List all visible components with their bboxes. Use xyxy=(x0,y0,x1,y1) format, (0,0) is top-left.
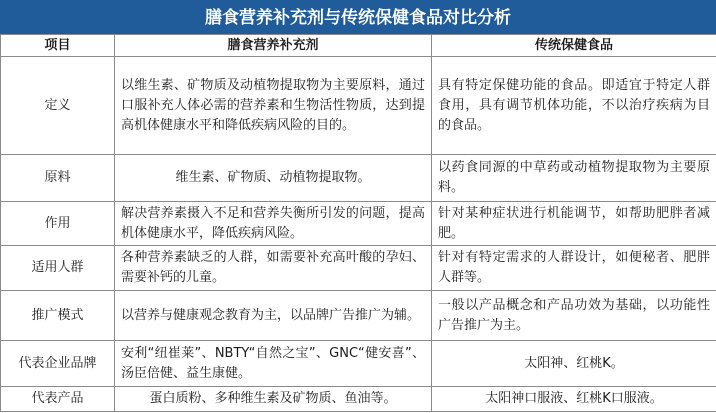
row-label: 作用 xyxy=(1,202,115,246)
table-row xyxy=(1,387,716,412)
row-label: 代表产品 xyxy=(1,387,115,412)
row-label: 原料 xyxy=(1,155,115,202)
supplement-cell: 解决营养素摄入不足和营养失衡所引发的问题，提高机体健康水平，降低疾病风险。 xyxy=(115,202,432,246)
table-row xyxy=(1,341,716,387)
header-item: 项目 xyxy=(1,35,115,57)
header-supplement: 膳食营养补充剂 xyxy=(115,35,432,57)
traditional-cell: 一般以产品概念和产品功效为基础，以功能性广告推广为主。 xyxy=(432,291,716,341)
supplement-cell: 以营养与健康观念教育为主，以品牌广告推广为辅。 xyxy=(115,291,432,341)
supplement-cell: 以维生素、矿物质及动植物提取物为主要原料，通过口服补充人体必需的营养素和生物活性物质，达到提高机体健康水平和降低疾病风险的目的。 xyxy=(115,57,432,155)
table-header-row xyxy=(1,35,716,57)
traditional-cell: 针对某种症状进行机能调节，如帮助肥胖者减肥。 xyxy=(432,202,716,246)
supplement-cell: 蛋白质粉、多种维生素及矿物质、鱼油等。 xyxy=(115,387,432,412)
table-row xyxy=(1,246,716,291)
row-label: 适用人群 xyxy=(1,246,115,291)
header-traditional: 传统保健食品 xyxy=(432,35,716,57)
table-row xyxy=(1,202,716,246)
supplement-cell: 维生素、矿物质、动植物提取物。 xyxy=(115,155,432,202)
traditional-cell: 针对有特定需求的人群设计，如便秘者、肥胖人群等。 xyxy=(432,246,716,291)
supplement-cell: 各种营养素缺乏的人群，如需要补充高叶酸的孕妇、需要补钙的儿童。 xyxy=(115,246,432,291)
traditional-cell: 太阳神、红桃K。 xyxy=(432,341,716,387)
table-title: 膳食营养补充剂与传统保健食品对比分析 xyxy=(0,0,716,34)
table-row xyxy=(1,291,716,341)
traditional-cell: 太阳神口服液、红桃K口服液。 xyxy=(432,387,716,412)
traditional-cell: 以药食同源的中草药或动植物提取物为主要原料。 xyxy=(432,155,716,202)
comparison-table xyxy=(0,34,716,412)
row-label: 定义 xyxy=(1,57,115,155)
row-label: 推广模式 xyxy=(1,291,115,341)
traditional-cell: 具有特定保健功能的食品。即适宜于特定人群食用，具有调节机体功能，不以治疗疾病为目的食品。 xyxy=(432,57,716,155)
table-row xyxy=(1,57,716,155)
supplement-cell: 安利“纽崔莱”、NBTY“自然之宝”、GNC“健安喜”、汤臣倍健、益生康健。 xyxy=(115,341,432,387)
row-label: 代表企业品牌 xyxy=(1,341,115,387)
table-row xyxy=(1,155,716,202)
